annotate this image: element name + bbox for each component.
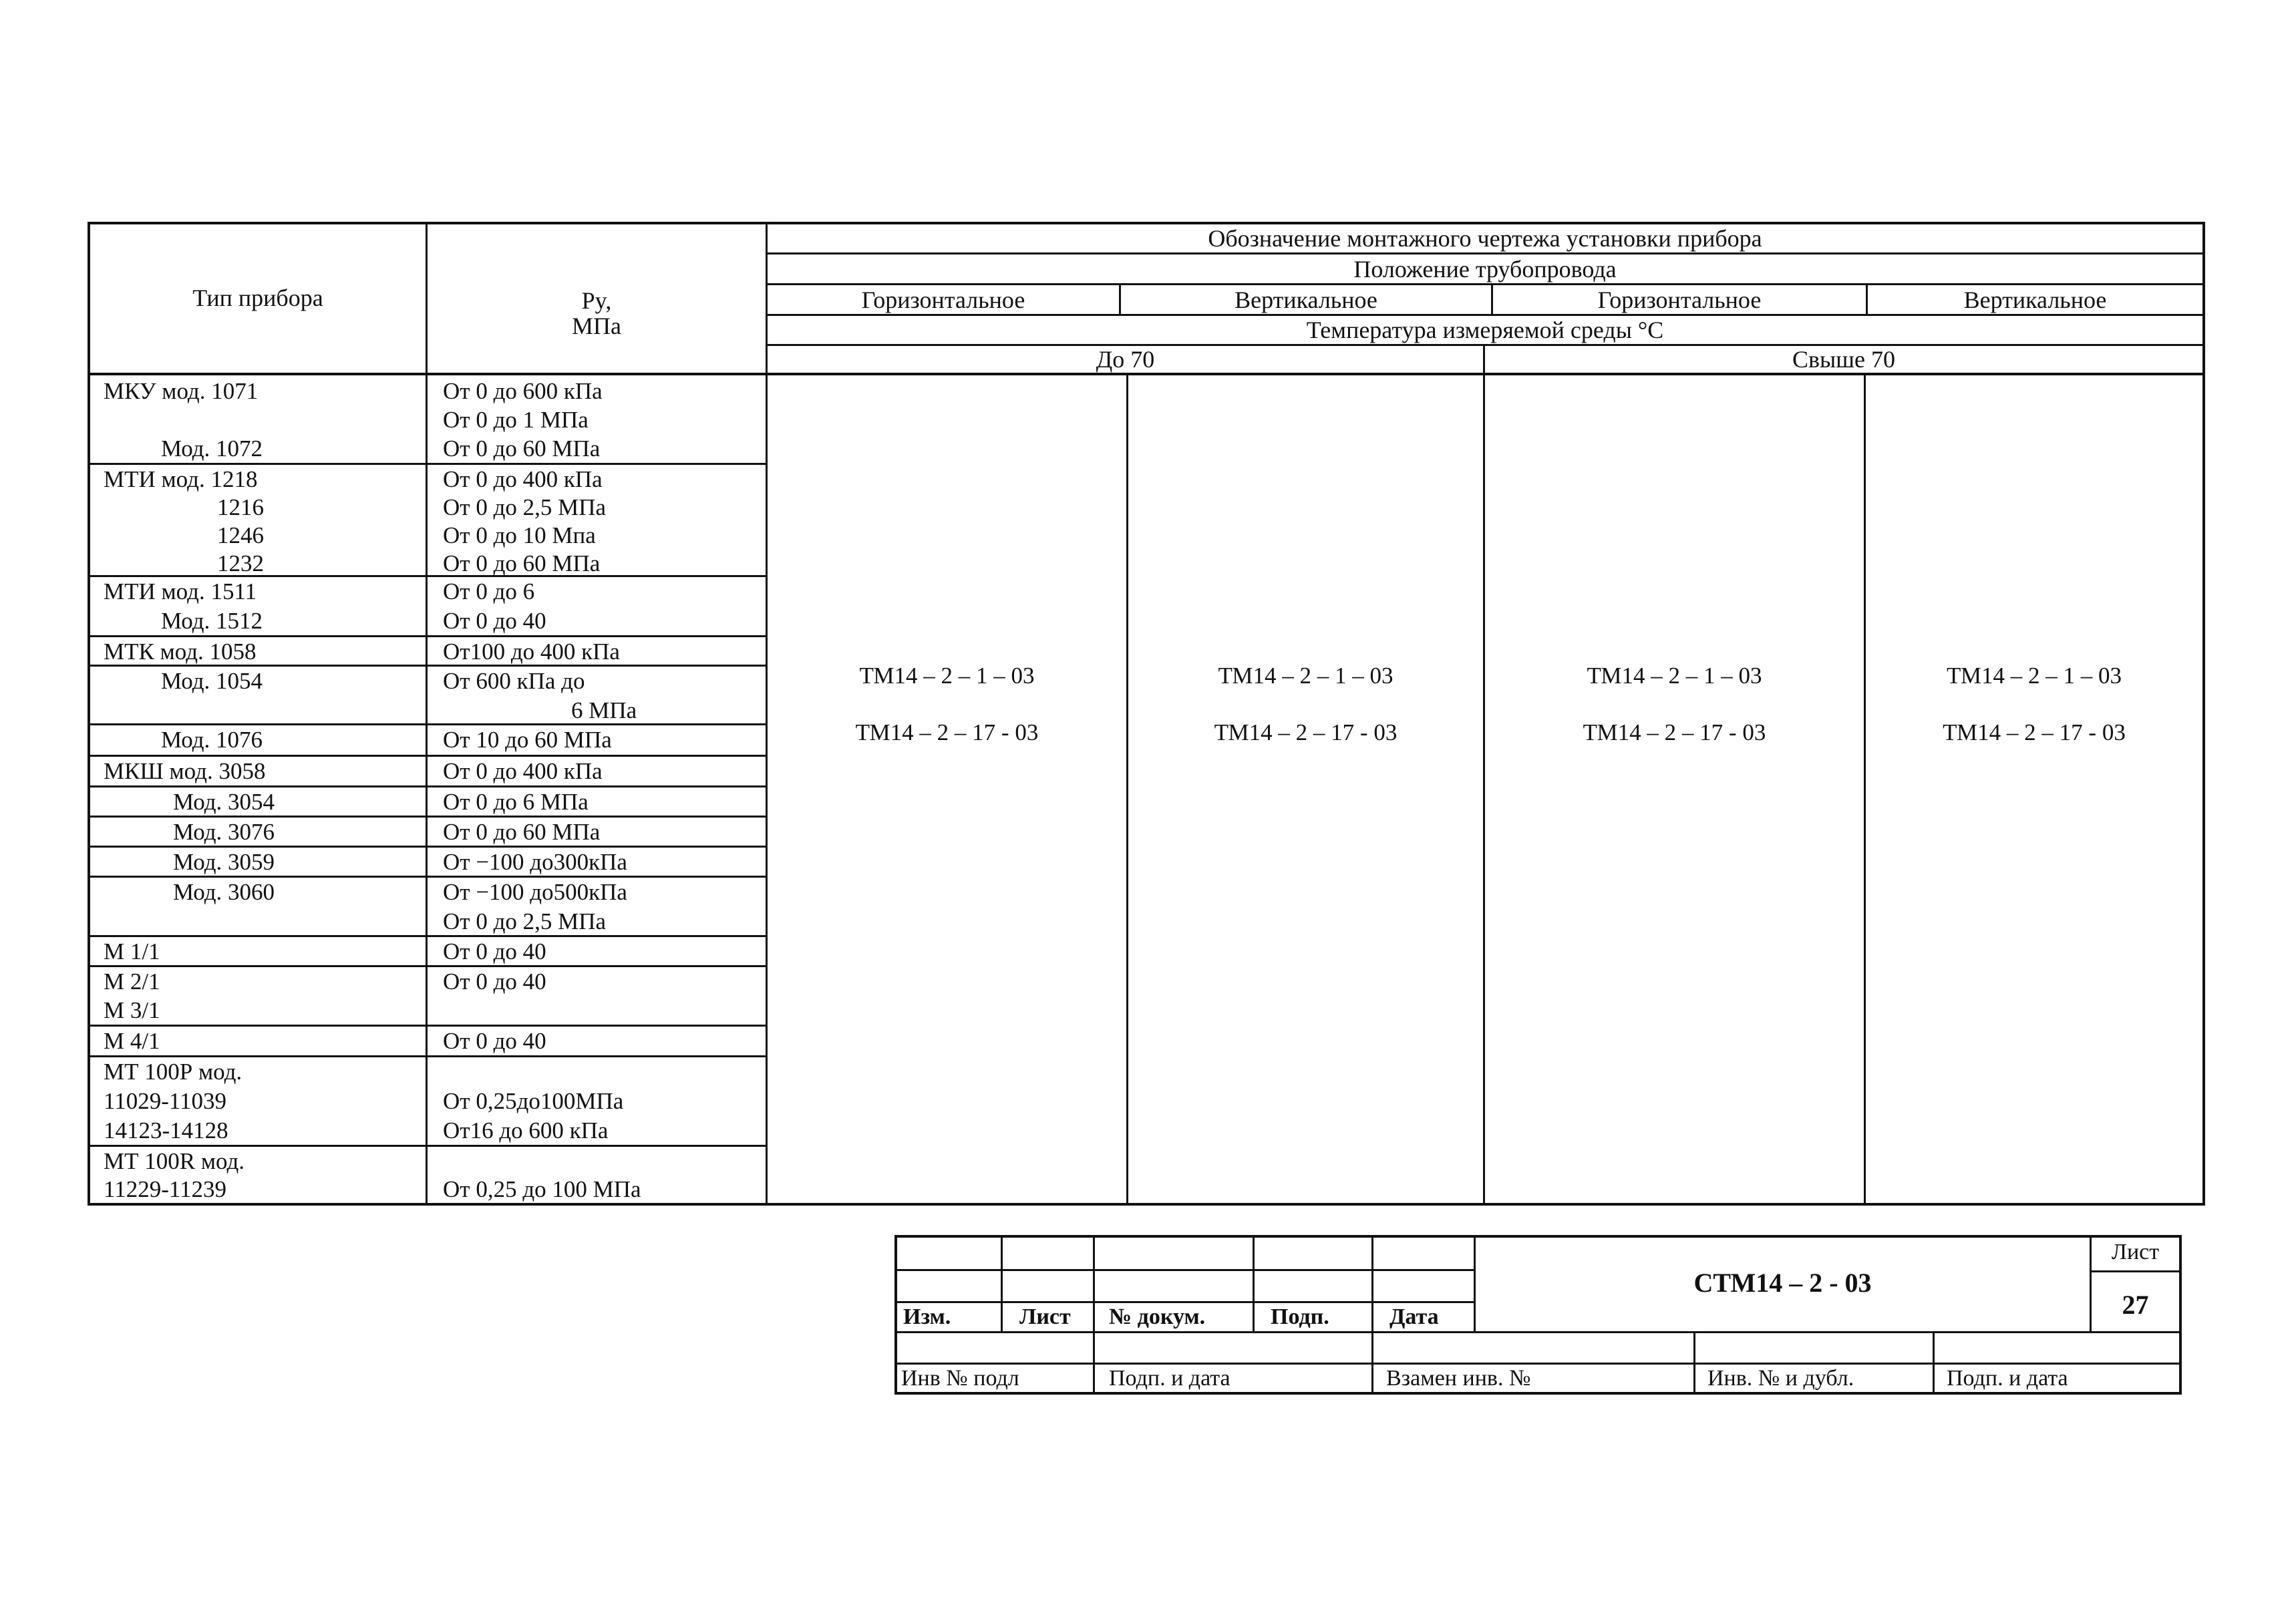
- device-type: МТ 100Р мод.: [104, 1059, 242, 1085]
- device-type: МКУ мод. 1071: [104, 378, 259, 404]
- header-device-type: Тип прибора: [192, 285, 323, 311]
- device-type: М 4/1: [104, 1028, 160, 1054]
- pressure-range: От −100 до500кПа: [443, 879, 627, 905]
- device-type: 1246: [217, 522, 264, 548]
- stamp-list-label: Лист: [1019, 1304, 1071, 1329]
- inv-duplicate-label: Инв. № и дубл.: [1707, 1366, 1854, 1391]
- device-type: 1232: [217, 550, 264, 576]
- drawing-code: ТМ14 – 2 – 1 – 03: [1587, 663, 1762, 689]
- header-vertical-2: Вертикальное: [1963, 287, 2107, 313]
- inv-original-label: Инв № подл: [901, 1366, 1019, 1391]
- device-type: МТ 100R мод.: [104, 1148, 245, 1174]
- header-above-70: Свыше 70: [1792, 346, 1895, 373]
- device-type: Мод. 3054: [173, 789, 275, 815]
- header-horizontal-1: Горизонтальное: [861, 287, 1025, 313]
- device-type: 1216: [217, 494, 264, 520]
- sign-date-label-2: Подп. и дата: [1947, 1366, 2068, 1391]
- document-designation: СТМ14 – 2 - 03: [1693, 1268, 1872, 1298]
- drawing-code: ТМ14 – 2 – 1 – 03: [859, 663, 1035, 689]
- drawing-code: ТМ14 – 2 – 17 - 03: [1583, 719, 1766, 745]
- header-up-to-70: До 70: [1096, 346, 1155, 373]
- device-type: МКШ мод. 3058: [104, 758, 266, 784]
- pressure-range: От 0 до 400 кПа: [443, 466, 603, 492]
- drawing-code: ТМ14 – 2 – 17 - 03: [1943, 719, 2126, 745]
- device-type: М 3/1: [104, 997, 160, 1023]
- device-type: 14123-14128: [104, 1117, 228, 1143]
- header-pipe-position: Положение трубопровода: [1353, 256, 1617, 283]
- header-pressure-line2: МПа: [572, 313, 621, 339]
- sheet-number: 27: [2122, 1290, 2149, 1320]
- pressure-range: От 0 до 2,5 МПа: [443, 908, 607, 934]
- pressure-range: От 0 до 40: [443, 938, 546, 964]
- header-horizontal-2: Горизонтальное: [1597, 287, 1762, 313]
- pressure-range: От 0 до 1 МПа: [443, 407, 589, 433]
- header-temperature: Температура измеряемой среды °С: [1306, 317, 1664, 343]
- device-type: Мод. 1054: [161, 668, 263, 694]
- drawing-code: ТМ14 – 2 – 1 – 03: [1218, 663, 1393, 689]
- pressure-range: От 0 до 60 МПа: [443, 550, 601, 576]
- pressure-range: От 0 до 400 кПа: [443, 758, 603, 784]
- device-type: Мод. 1072: [161, 435, 263, 462]
- drawing-code: ТМ14 – 2 – 17 - 03: [1214, 719, 1398, 745]
- stamp-doc-number-label: № докум.: [1109, 1304, 1206, 1329]
- device-type: М 1/1: [104, 938, 160, 964]
- stamp-sign-label: Подп.: [1271, 1304, 1329, 1329]
- sign-date-label-1: Подп. и дата: [1109, 1366, 1231, 1391]
- pressure-range: 6 МПа: [571, 697, 637, 723]
- header-vertical-1: Вертикальное: [1235, 287, 1377, 313]
- pressure-range: От 0 до 600 кПа: [443, 378, 603, 404]
- device-type: 11029-11039: [104, 1088, 227, 1114]
- replace-inv-label: Взамен инв. №: [1386, 1366, 1531, 1391]
- pressure-range: От 10 до 60 МПа: [443, 727, 612, 753]
- device-type: Мод. 3060: [173, 879, 275, 905]
- pressure-range: От 0 до 40: [443, 608, 546, 634]
- pressure-range: От 0 до 60 МПа: [443, 435, 601, 462]
- sheet-label: Лист: [2111, 1240, 2160, 1264]
- pressure-range: От 0 до 6 МПа: [443, 789, 589, 815]
- pressure-range: От 0,25до100МПа: [443, 1088, 624, 1114]
- stamp-izm-label: Изм.: [903, 1304, 951, 1329]
- device-type: Мод. 1076: [161, 727, 263, 753]
- pressure-range: От 0,25 до 100 МПа: [443, 1176, 641, 1202]
- pressure-range: От 0 до 10 Мпа: [443, 522, 596, 548]
- pressure-range: От 600 кПа до: [443, 668, 585, 694]
- device-type: Мод. 3076: [173, 819, 275, 845]
- pressure-range: От −100 до300кПа: [443, 849, 627, 875]
- device-type: Мод. 1512: [161, 608, 263, 634]
- stamp-date-label: Дата: [1389, 1304, 1439, 1329]
- pressure-range: От 0 до 6: [443, 578, 535, 604]
- device-type: Мод. 3059: [173, 849, 275, 875]
- pressure-range: От 0 до 2,5 МПа: [443, 494, 607, 520]
- device-type: 11229-11239: [104, 1176, 227, 1202]
- header-pressure-line1: Py,: [581, 287, 612, 314]
- drawing-code: ТМ14 – 2 – 17 - 03: [855, 719, 1039, 745]
- pressure-range: От 0 до 40: [443, 1028, 546, 1054]
- header-drawing-designation: Обозначение монтажного чертежа установки прибора: [1208, 225, 1762, 252]
- drawing-code: ТМ14 – 2 – 1 – 03: [1946, 663, 2122, 689]
- pressure-range: От16 до 600 кПа: [443, 1117, 609, 1143]
- device-type: М 2/1: [104, 968, 160, 995]
- device-type: МТИ мод. 1218: [104, 466, 258, 492]
- device-type: МТК мод. 1058: [104, 639, 257, 665]
- device-type: МТИ мод. 1511: [104, 578, 257, 604]
- pressure-range: От 0 до 60 МПа: [443, 819, 601, 845]
- pressure-range: От 0 до 40: [443, 968, 546, 995]
- pressure-range: От100 до 400 кПа: [443, 639, 620, 665]
